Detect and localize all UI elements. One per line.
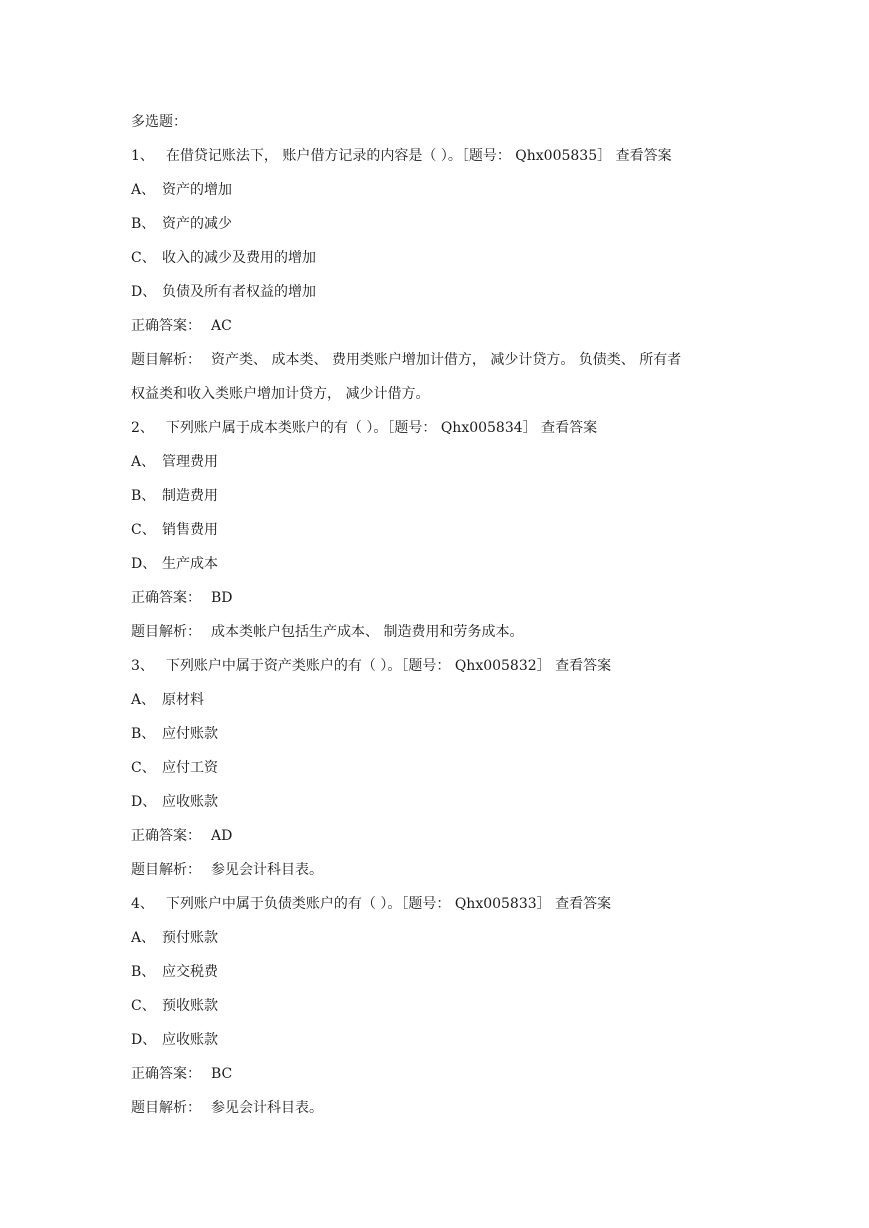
option-a [131,928,751,962]
explanation-label: 题目解析： [131,352,201,368]
question-code: ［题号： Qhx005834］ [387,420,537,436]
explanation-line-1 [131,1098,751,1132]
explanation-line-1 [131,860,751,894]
document-page [131,112,751,1132]
option-b [131,214,751,248]
explanation-text: 参见会计科目表。 [211,1100,323,1116]
correct-answer [131,316,751,350]
option-text: 资产的增加 [162,182,232,198]
view-answer-link[interactable]: 查看答案 [555,896,612,912]
option-text: 应收账款 [162,794,218,810]
explanation-line-1 [131,622,751,656]
correct-answer [131,826,751,860]
correct-answer [131,1064,751,1098]
answer-value: AD [211,828,233,844]
explanation-text: 参见会计科目表。 [211,862,323,878]
option-d [131,282,751,316]
question-2 [131,418,751,656]
question-text: 下列账户中属于负债类账户的有（ ）。 [165,896,402,912]
question-stem [131,418,751,452]
option-letter: A、 [131,454,156,470]
answer-label: 正确答案： [131,1066,201,1082]
option-text: 生产成本 [162,556,218,572]
explanation-line-1 [131,350,751,384]
option-text: 应交税费 [162,964,218,980]
option-letter: B、 [131,216,156,232]
answer-value: BD [211,590,233,606]
option-text: 原材料 [162,692,204,708]
option-letter: D、 [131,1032,157,1048]
answer-label: 正确答案： [131,590,201,606]
option-text: 应付工资 [162,760,218,776]
option-text: 预付账款 [162,930,218,946]
option-letter: B、 [131,726,156,742]
option-letter: A、 [131,930,156,946]
option-letter: B、 [131,964,156,980]
option-d [131,1030,751,1064]
explanation-label: 题目解析： [131,624,201,640]
option-letter: D、 [131,556,157,572]
question-text: 下列账户属于成本类账户的有（ ）。 [165,420,388,436]
question-stem [131,656,751,690]
view-answer-link[interactable]: 查看答案 [541,420,598,436]
option-a [131,180,751,214]
question-3 [131,656,751,894]
option-text: 应收账款 [162,1032,218,1048]
answer-label: 正确答案： [131,318,201,334]
explanation-text: 成本类帐户包括生产成本、 制造费用和劳务成本。 [211,624,524,640]
option-text: 制造费用 [162,488,218,504]
explanation-text: 资产类、 成本类、 费用类账户增加计借方， 减少计贷方。 负债类、 所有者 [211,352,682,368]
question-number: 2、 [131,420,154,436]
option-letter: D、 [131,284,157,300]
option-b [131,486,751,520]
question-text: 在借贷记账法下， 账户借方记录的内容是（ ）。 [165,148,462,164]
question-stem [131,146,751,180]
option-c [131,520,751,554]
answer-value: BC [211,1066,233,1082]
answer-value: AC [211,318,232,334]
option-c [131,758,751,792]
section-title: 多选题： [131,114,187,130]
question-code: ［题号： Qhx005832］ [401,658,551,674]
option-letter: C、 [131,998,156,1014]
option-c [131,248,751,282]
option-b [131,724,751,758]
option-d [131,554,751,588]
option-text: 资产的减少 [162,216,232,232]
option-text: 应付账款 [162,726,218,742]
question-number: 3、 [131,658,154,674]
question-1 [131,146,751,418]
explanation-label: 题目解析： [131,1100,201,1116]
question-number: 4、 [131,896,154,912]
option-c [131,996,751,1030]
option-a [131,690,751,724]
option-b [131,962,751,996]
question-code: ［题号： Qhx005833］ [401,896,551,912]
option-letter: A、 [131,692,156,708]
option-letter: B、 [131,488,156,504]
question-stem [131,894,751,928]
view-answer-link[interactable]: 查看答案 [615,148,672,164]
option-d [131,792,751,826]
question-4 [131,894,751,1132]
option-letter: D、 [131,794,157,810]
answer-label: 正确答案： [131,828,201,844]
option-text: 收入的减少及费用的增加 [162,250,316,266]
question-code: ［题号： Qhx005835］ [461,148,612,164]
explanation-line-2: 权益类和收入类账户增加计贷方， 减少计借方。 [131,386,430,402]
question-text: 下列账户中属于资产类账户的有（ ）。 [165,658,402,674]
option-text: 管理费用 [162,454,218,470]
option-letter: C、 [131,250,156,266]
option-letter: C、 [131,522,156,538]
correct-answer [131,588,751,622]
option-text: 销售费用 [162,522,218,538]
option-letter: C、 [131,760,156,776]
option-text: 负债及所有者权益的增加 [162,284,316,300]
explanation-label: 题目解析： [131,862,201,878]
question-number: 1、 [131,148,154,164]
option-letter: A、 [131,182,156,198]
view-answer-link[interactable]: 查看答案 [555,658,612,674]
option-a [131,452,751,486]
option-text: 预收账款 [162,998,218,1014]
